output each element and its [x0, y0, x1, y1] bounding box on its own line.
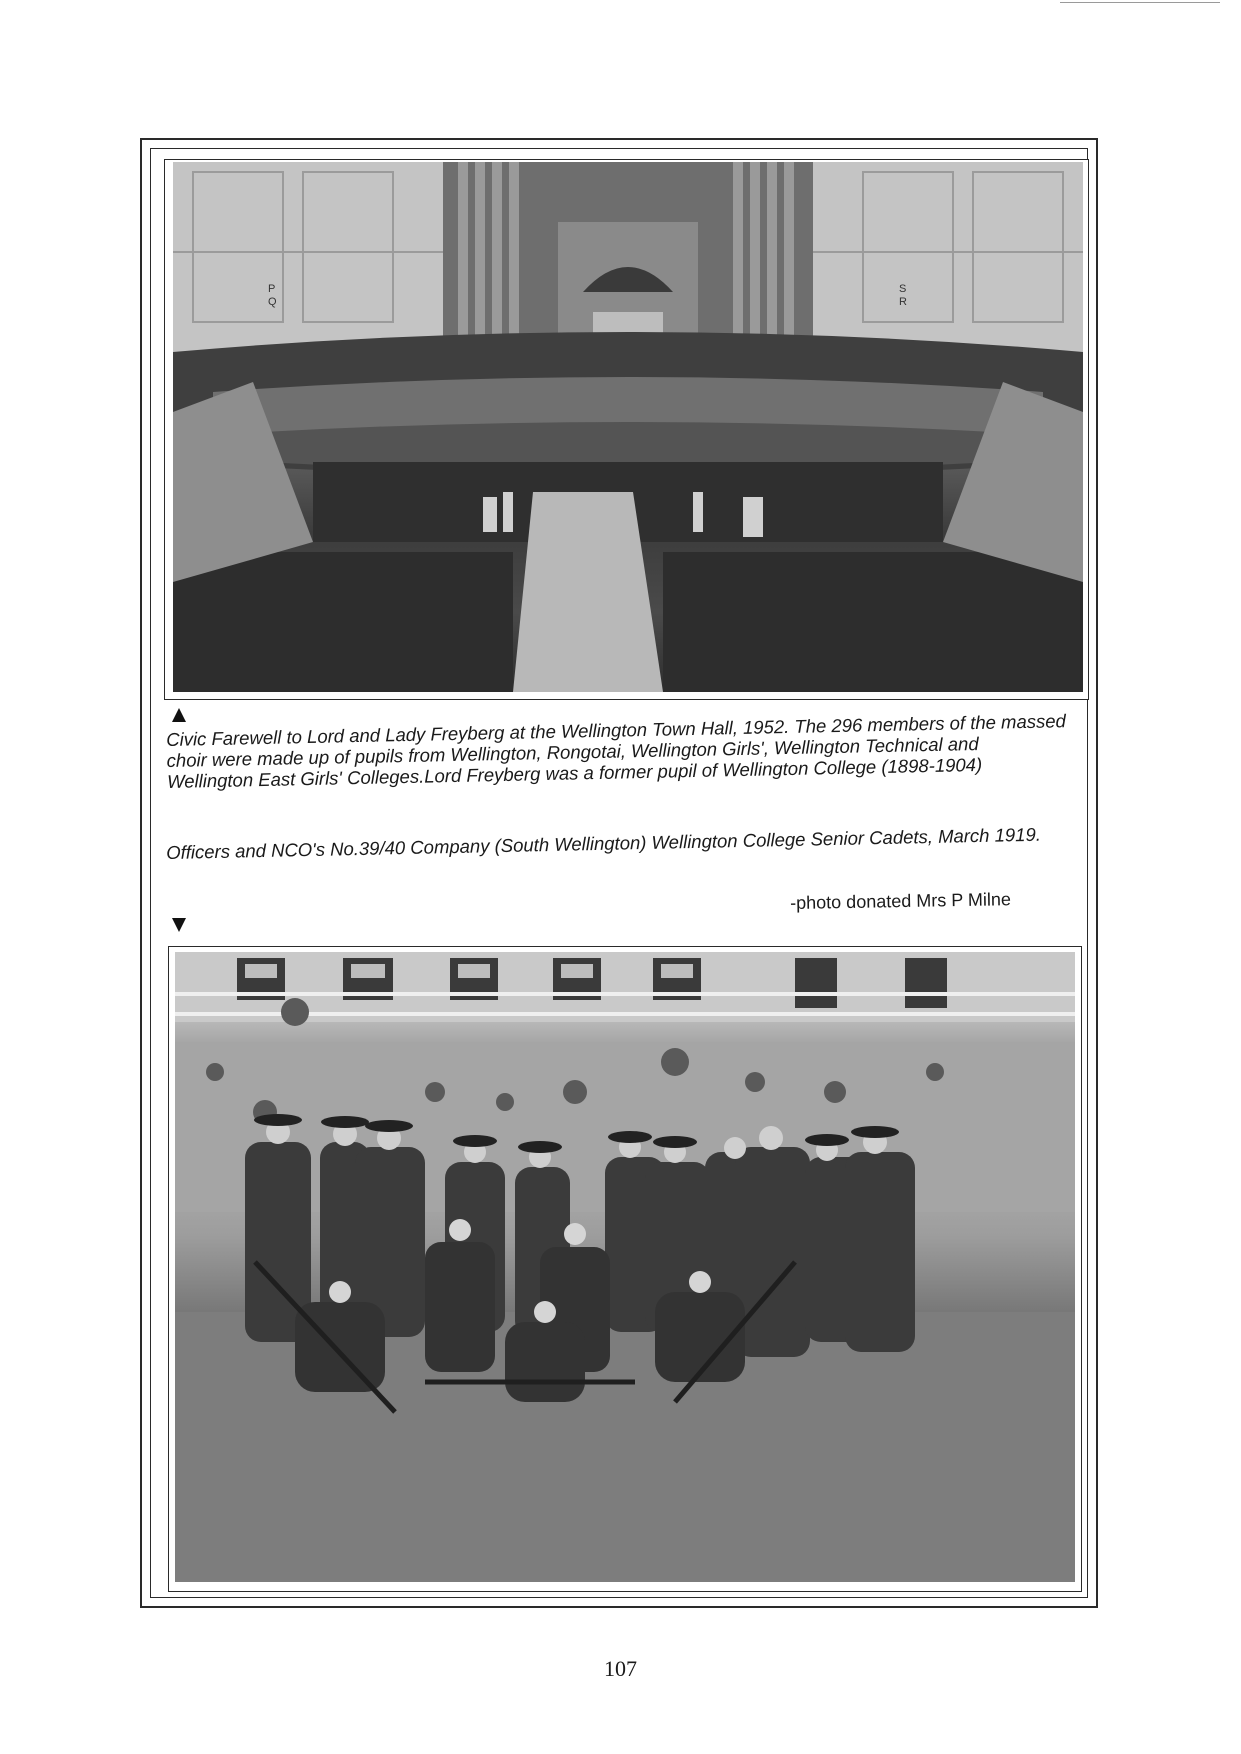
row-letters-right: S [899, 283, 907, 295]
bottom-photo-caption: Officers and NCO's No.39/40 Company (South Wellington) Wellington College Senior Cadets, March 1919. [166, 823, 1042, 863]
triangle-down-icon [172, 918, 186, 932]
svg-text:Q: Q [268, 296, 277, 308]
top-photo-caption: Civic Farewell to Lord and Lady Freyberg at the Wellington Town Hall, 1952. The 296 members of the massed choir were made up of pupils from Wellington, Rongotai, Wellington Girls', Wellington Technical and Wellington East Girls' Colleges.Lord Freyberg was a former pupil of Wellington College (1898-1904) [166, 710, 1067, 792]
header-rule [1060, 2, 1220, 3]
town-hall-photo [173, 162, 1083, 692]
cadets-group-photo [175, 952, 1075, 1582]
town-hall-photo-illustration [173, 162, 1083, 692]
photo-credit: -photo donated Mrs P Milne [790, 889, 1012, 913]
row-letters-left: P [268, 283, 276, 295]
svg-text:R: R [899, 296, 907, 308]
triangle-up-icon [172, 708, 186, 722]
page-number: 107 [604, 1656, 637, 1681]
cadets-photo-illustration [175, 952, 1075, 1582]
